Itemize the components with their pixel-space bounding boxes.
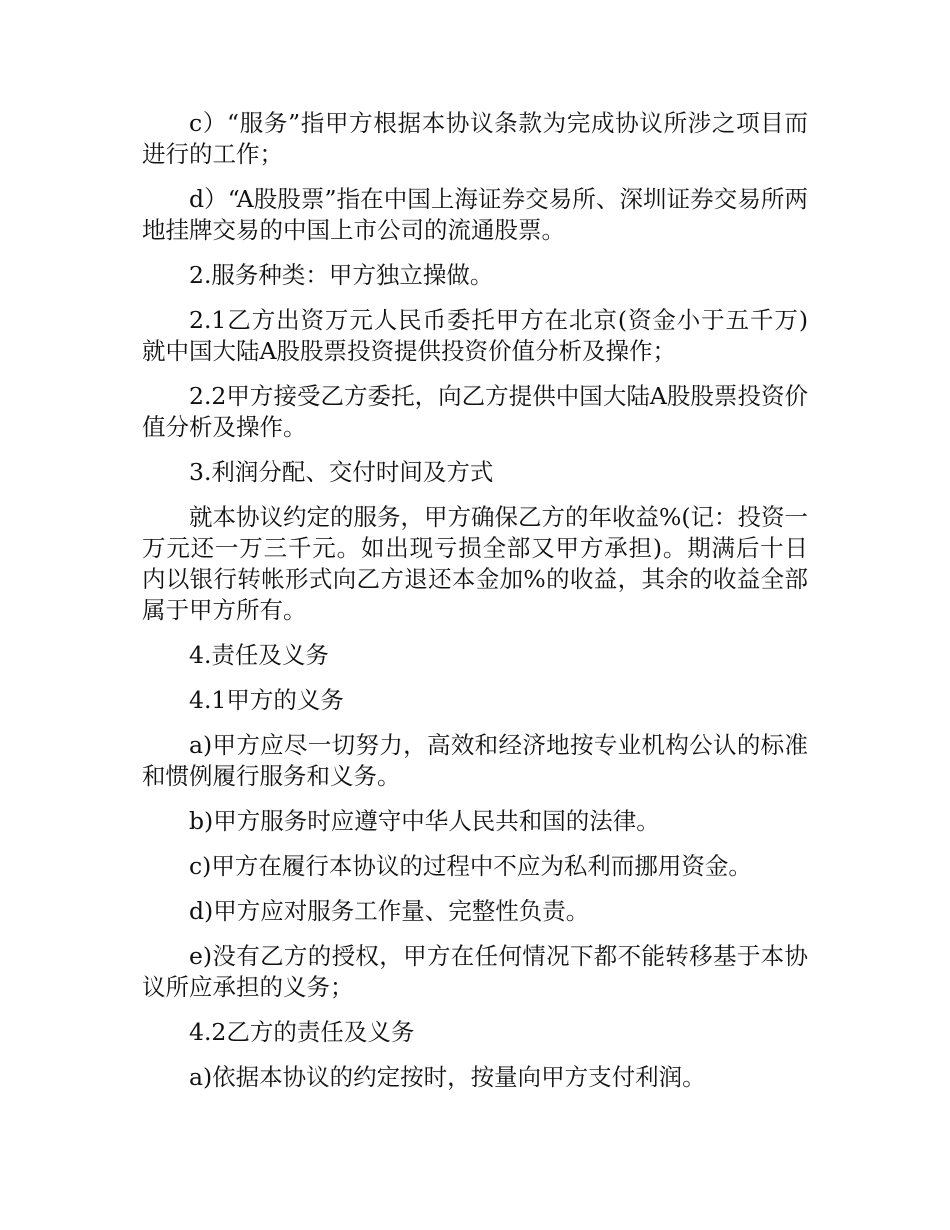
paragraph-definition-a-shares: d）“A股股票”指在中国上海证券交易所、深圳证券交易所两地挂牌交易的中国上市公司的流通股票。 — [142, 185, 808, 244]
paragraph-obligation-a: a)甲方应尽一切努力，高效和经济地按专业机构公认的标准和惯例履行服务和义务。 — [142, 731, 808, 790]
paragraph-obligation-b: b)甲方服务时应遵守中华人民共和国的法律。 — [189, 807, 660, 835]
paragraph-obligation-c: c)甲方在履行本协议的过程中不应为私利而挪用资金。 — [189, 852, 752, 880]
section-heading-service-type: 2.服务种类：甲方独立操做。 — [189, 261, 494, 289]
document-body — [142, 108, 808, 1107]
paragraph-obligation-d: d)甲方应对服务工作量、完整性负责。 — [189, 897, 590, 925]
paragraph-profit-terms: 就本协议约定的服务，甲方确保乙方的年收益%(记：投资一万元还一万三千元。如出现亏损全部又甲方承担)。期满后十日内以银行转帐形式向乙方退还本金加%的收益，其余的收益全部属于甲方所有。 — [142, 503, 808, 624]
paragraph-party-b-obligation-a: a)依据本协议的约定按时，按量向甲方支付利润。 — [189, 1063, 706, 1091]
paragraph-clause-2-2: 2.2甲方接受乙方委托，向乙方提供中国大陆A股股票投资价值分析及操作。 — [142, 382, 808, 441]
paragraph-obligation-e: e)没有乙方的授权，甲方在任何情况下都不能转移基于本协议所应承担的义务； — [142, 942, 808, 1001]
section-heading-profit-distribution: 3.利润分配、交付时间及方式 — [189, 458, 494, 486]
subheading-party-b-obligations: 4.2乙方的责任及义务 — [189, 1018, 415, 1046]
section-heading-responsibilities: 4.责任及义务 — [189, 641, 329, 669]
subheading-party-a-obligations: 4.1甲方的义务 — [189, 686, 344, 714]
paragraph-clause-2-1: 2.1乙方出资万元人民币委托甲方在北京(资金小于五千万)就中国大陆A股股票投资提供投资价值分析及操作； — [142, 306, 808, 365]
paragraph-definition-service: c）“服务”指甲方根据本协议条款为完成协议所涉之项目而进行的工作； — [142, 109, 808, 168]
